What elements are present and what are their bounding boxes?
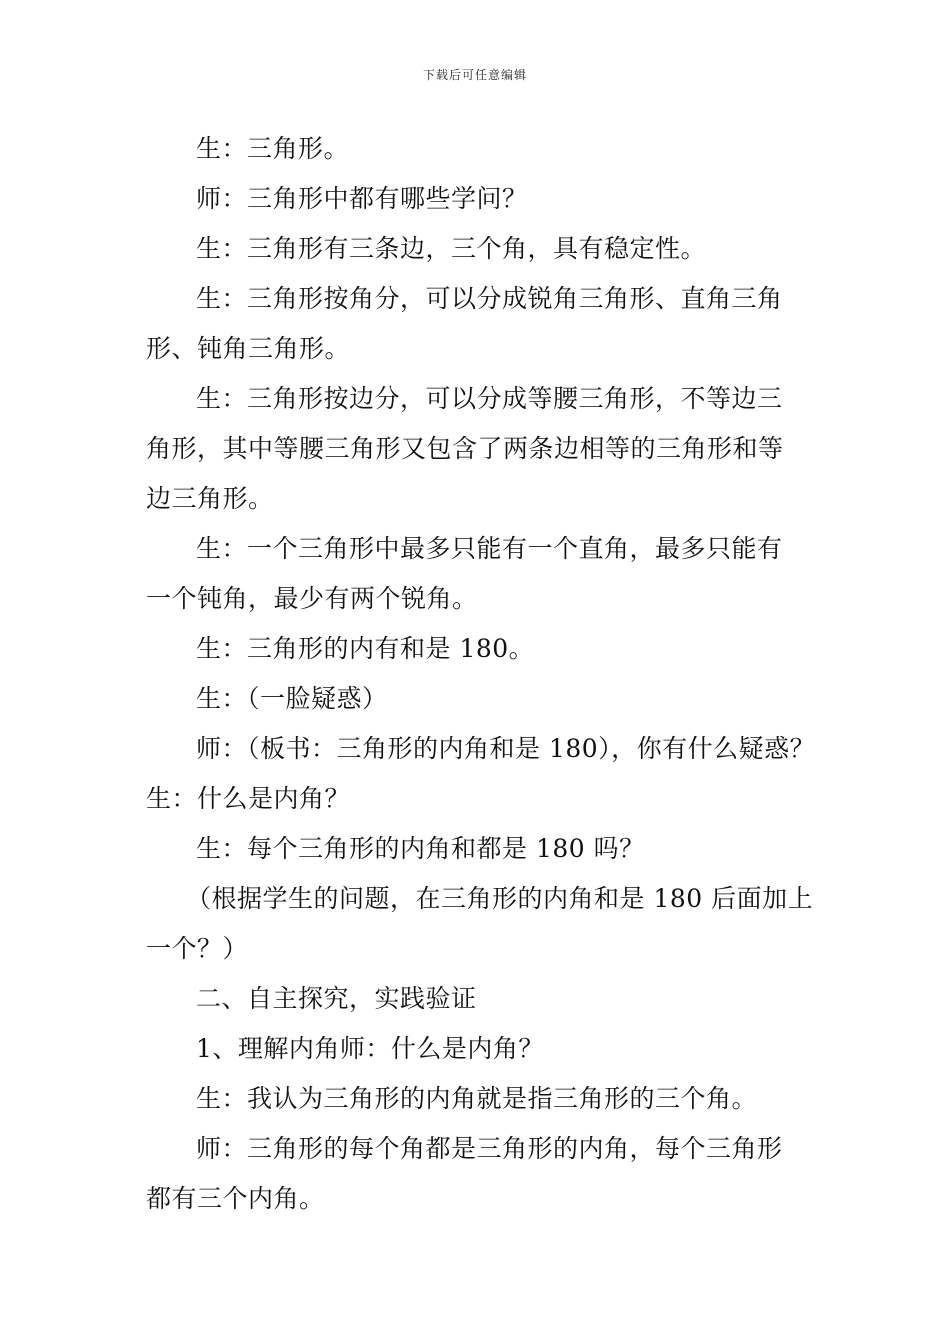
text-line: 生：三角形有三条边，三个角，具有稳定性。 [196, 234, 707, 263]
text-line: 一个？） [146, 934, 249, 963]
text-line: 生：（一脸疑惑） [196, 684, 388, 713]
text-line: 生：一个三角形中最多只能有一个直角，最多只能有 [196, 534, 783, 563]
text-line: 生：什么是内角？ [146, 784, 351, 813]
text-line: 生：三角形按边分，可以分成等腰三角形，不等边三 [196, 384, 783, 413]
text-line: 生：每个三角形的内角和都是 180 吗？ [196, 834, 645, 863]
text-line: 生：三角形的内有和是 180。 [196, 634, 535, 663]
text-line: 师：（板书：三角形的内角和是 180），你有什么疑惑？ [196, 734, 816, 763]
text-line: 1、理解内角师：什么是内角？ [196, 1034, 544, 1063]
page-header: 下载后可任意编辑 [422, 68, 527, 82]
text-line: 师：三角形中都有哪些学问？ [196, 184, 528, 213]
text-line: 生：三角形按角分，可以分成锐角三角形、直角三角 [196, 284, 783, 313]
text-line: 一个钝角，最少有两个锐角。 [146, 584, 478, 613]
text-line: 生：我认为三角形的内角就是指三角形的三个角。 [196, 1084, 758, 1113]
text-line: 形、钝角三角形。 [146, 334, 351, 363]
text-line: 生：三角形。 [196, 134, 350, 163]
text-line: 师：三角形的每个角都是三角形的内角，每个三角形 [196, 1134, 783, 1163]
text-line: （根据学生的问题，在三角形的内角和是 180 后面加上 [186, 884, 814, 913]
text-line: 角形，其中等腰三角形又包含了两条边相等的三角形和等 [146, 434, 784, 463]
text-line: 边三角形。 [146, 484, 274, 513]
text-line: 都有三个内角。 [146, 1184, 325, 1213]
section-heading: 二、自主探究，实践验证 [196, 984, 477, 1013]
